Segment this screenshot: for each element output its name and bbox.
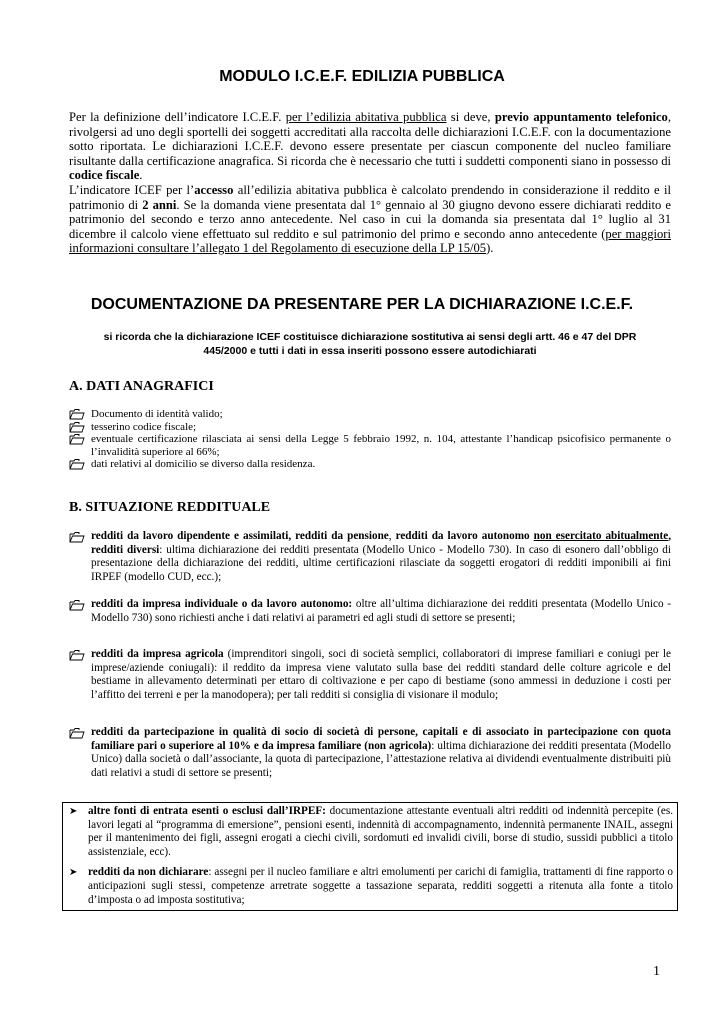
intro-text bbox=[69, 110, 671, 256]
folder-icon bbox=[69, 727, 85, 739]
list-item: redditi da lavoro dipendente e assimilati, redditi da pensione, redditi da lavoro autonomo non esercitato abitualmente, redditi diversi: ultima dichiarazione dei redditi presentata (Modello Unico - Modello 730). In caso di esonero dall’obbligo di presentazione della dichiarazione dei redditi, ultime certificazioni rilasciate da soggetti erogatori di redditi imponibili ai fini IRPEF (modello CUD, ecc.); bbox=[69, 530, 671, 584]
folder-icon bbox=[69, 458, 85, 470]
list-item: ➤ redditi da non dichiarare: assegni per il nucleo familiare e altri emolumenti per carichi di famiglia, trattamenti di fine rapporto o anticipazioni sugli stessi, competenze arretrate soggette a tassazione separata, redditi soggetti a ritenuta alla fonte a titolo d’imposta o ad imposta sostitutiva; bbox=[69, 866, 674, 906]
list-item: redditi da impresa individuale o da lavoro autonomo: oltre all’ultima dichiarazione dei redditi presentata (Modello Unico - Modello 730) sono richiesti anche i dati relativi ai parametri ed agli studi di settore se presenti; bbox=[69, 598, 671, 625]
section-b-heading: B. SITUAZIONE REDDITUALE bbox=[69, 500, 271, 515]
folder-icon bbox=[69, 408, 85, 420]
intro-paragraph-2: L’indicatore ICEF per l’accesso all’edilizia abitativa pubblica è calcolato prendendo in considerazione il reddito e il patrimonio di 2 anni. Se la domanda viene presentata dal 1° gennaio al 30 giugno devono essere dichiarati reddito e patrimonio del secondo e terzo anno antecedente. Nel caso in cui la domanda sia presentata dal 1° luglio al 31 dicembre il calcolo viene effettuato sul reddito e sul patrimonio del primo e secondo anno antecedente (per maggiori informazioni consultare l’allegato 1 del Regolamento di esecuzione della LP 15/05). bbox=[69, 182, 671, 256]
folder-icon bbox=[69, 599, 85, 611]
intro-paragraph-1: Per la definizione dell’indicatore I.C.E.F. per l’edilizia abitativa pubblica si deve, previo appuntamento telefonico, rivolgersi ad uno degli sportelli dei soggetti accreditati alla raccolta delle dichiarazioni I.C.E.F. con la documentazione sotto riportata. Le dichiarazioni I.C.E.F. devono essere presentate per ciascun componente del nucleo familiare risultante dalla certificazione anagrafica. Si ricorda che è necessario che tutti i suddetti componenti siano in possesso di codice fiscale. bbox=[69, 110, 671, 183]
page-title: MODULO I.C.E.F. EDILIZIA PUBBLICA bbox=[219, 68, 505, 85]
folder-icon bbox=[69, 421, 85, 433]
documentation-title: DOCUMENTAZIONE DA PRESENTARE PER LA DICHIARAZIONE I.C.E.F. bbox=[90, 296, 634, 313]
folder-icon bbox=[69, 433, 85, 445]
section-a-heading: A. DATI ANAGRAFICI bbox=[69, 379, 214, 394]
arrow-bullet-icon: ➤ bbox=[69, 806, 78, 817]
arrow-bullet-icon: ➤ bbox=[69, 867, 78, 879]
boxed-income-notes bbox=[62, 802, 678, 911]
folder-icon bbox=[69, 649, 85, 661]
list-item: tesserino codice fiscale; bbox=[69, 421, 671, 434]
list-item: ➤ altre fonti di entrata esenti o esclusi dall’IRPEF: documentazione attestante eventuali altri redditi od indennità percepite (es. lavori legati al “programma di emersione”, pensioni esenti, indennità di accompagnamento, indennità permanente INAIL, assegni per il mantenimento dei figli, assegni erogati a ciechi civili, sordomuti ed invalidi civili, borse di studio, sussidi pubblici a titolo assistenziale, ecc). bbox=[69, 805, 673, 858]
section-b-item-2 bbox=[69, 598, 671, 625]
autodichiarazione-note: si ricorda che la dichiarazione ICEF costituisce dichiarazione sostitutiva ai sensi degli artt. 46 e 47 del DPR 445/2000 e tutti i dati in essa inseriti possono essere autodichiarati bbox=[103, 331, 637, 357]
section-a-list bbox=[69, 408, 671, 471]
section-b-item-1 bbox=[69, 530, 671, 584]
list-item: eventuale certificazione rilasciata ai sensi della Legge 5 febbraio 1992, n. 104, attestante l’handicap psicofisico permanente o l’invalidità superiore al 66%; bbox=[69, 433, 671, 458]
list-item: redditi da impresa agricola (imprenditori singoli, soci di società semplici, collaboratori di imprese familiari e coniugi per le imprese/aziende coniugali): il reddito da impresa viene valutato sulla base dei redditi standard delle colture agricole e del bestiame in allevamento determinati per ettaro di coltivazione e per capo di bestiame (sono ammessi in deduzione i costi per l’affitto dei terreni e per la manodopera); per tali redditi si consiglia di visionare il modulo; bbox=[69, 648, 671, 702]
page-number: 1 bbox=[653, 964, 660, 979]
list-item: Documento di identità valido; bbox=[69, 408, 671, 421]
section-b-item-3 bbox=[69, 648, 671, 702]
folder-icon bbox=[69, 531, 85, 543]
section-b-item-4 bbox=[69, 726, 671, 780]
list-item: redditi da partecipazione in qualità di socio di società di persone, capitali e di associato in partecipazione con quota familiare pari o superiore al 10% e da impresa familiare (non agricola): ultima dichiarazione dei redditi presentata (Modello Unico) dalla società o dall’associante, la quota di partecipazione, l’attestazione relativa ai dividendi eventualmente distribuiti più dati relativi a studi di settore se presenti; bbox=[69, 726, 671, 780]
list-item: dati relativi al domicilio se diverso dalla residenza. bbox=[69, 458, 671, 471]
